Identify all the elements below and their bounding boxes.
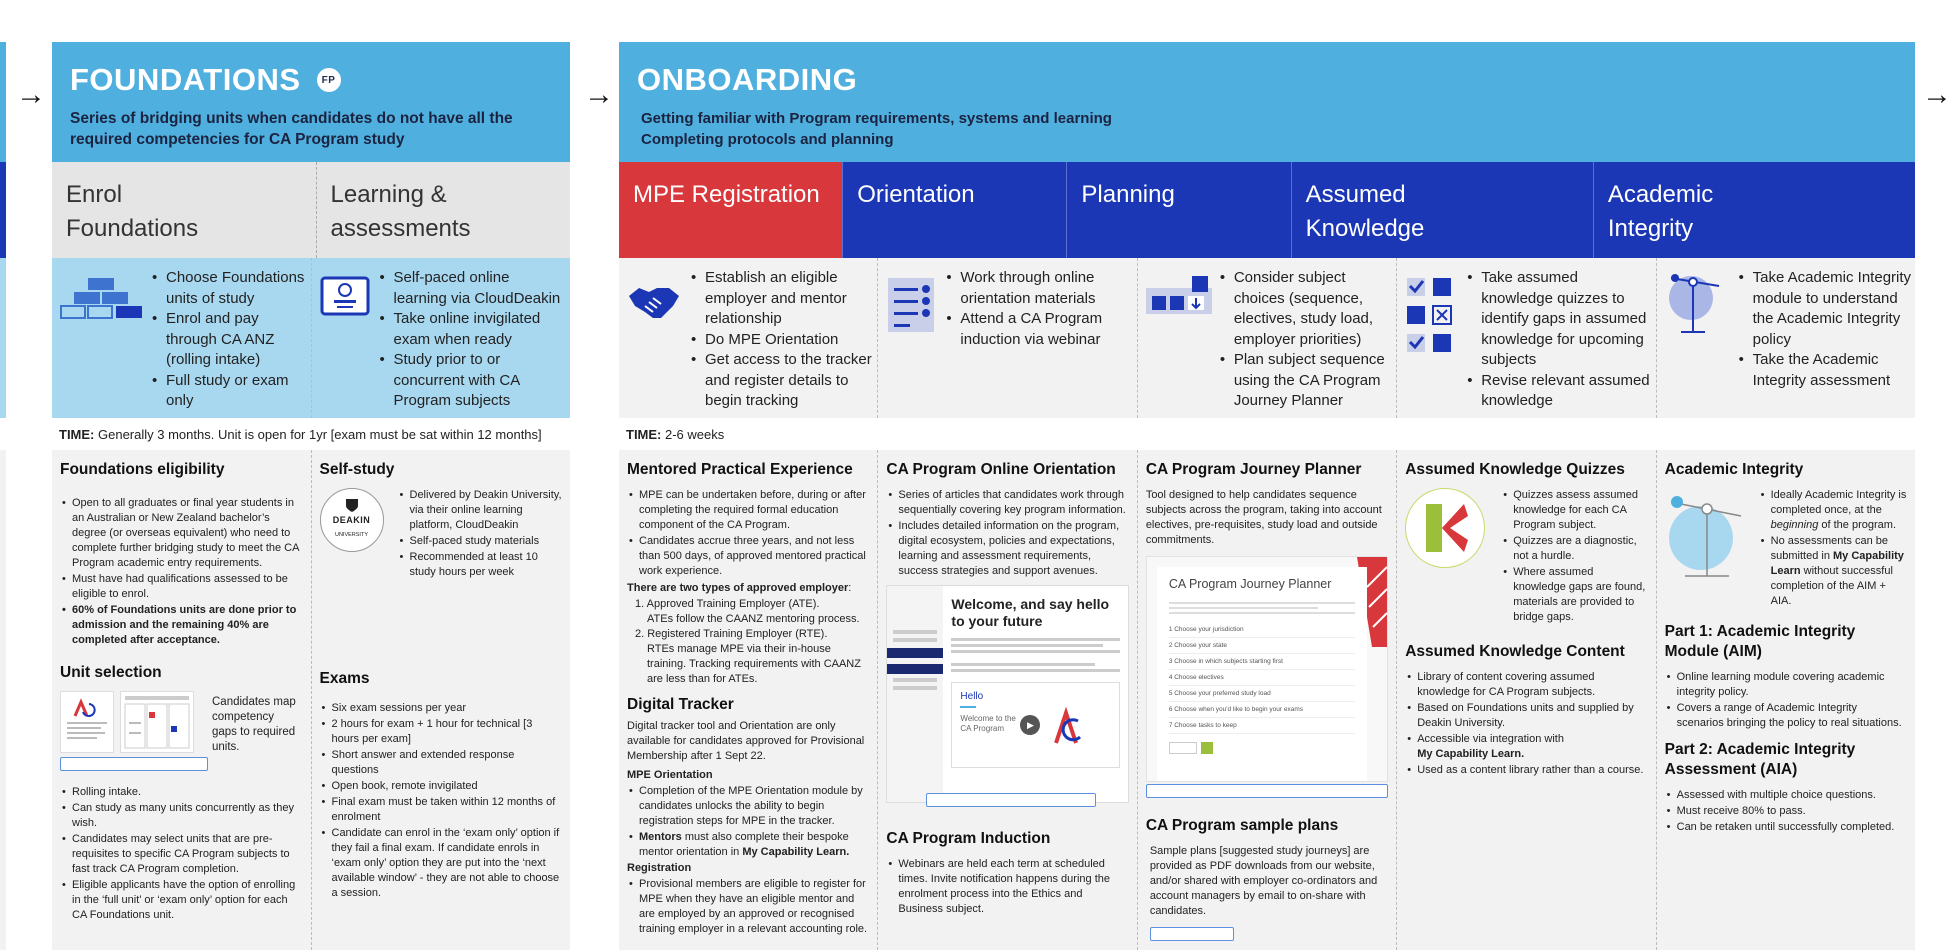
section-heading: Digital Tracker xyxy=(627,696,734,713)
onboarding-header xyxy=(619,42,1915,162)
prev-stage-detail-strip xyxy=(0,450,6,950)
bricks-icon xyxy=(60,268,132,418)
onboarding-section xyxy=(619,42,1915,950)
list-item: • Attend a CA Program induction via webinar xyxy=(944,309,1132,350)
list-item: • Accessible via integration with My Capability Learn. xyxy=(1405,732,1647,762)
section-heading: Self-study xyxy=(319,461,395,478)
section-heading: Academic Integrity xyxy=(1664,461,1804,478)
list-item: • Covers a range of Academic Integrity scenarios bringing the policy to real situations. xyxy=(1665,701,1907,731)
list-item: • Online learning module covering academic integrity policy. xyxy=(1665,670,1907,700)
list-item: • Get access to the tracker and register details to begin tracking xyxy=(689,350,873,412)
list-item: • Rolling intake. xyxy=(60,785,303,800)
list-item: • Self-paced study materials xyxy=(398,534,563,549)
list-item: • Provisional members are eligible to register for MPE when they have an eligible mentor and are employed by an approved or recognised training employer in a relevant accounting role. xyxy=(627,877,869,937)
planner-step[interactable]: 7 Choose tasks to keep xyxy=(1169,718,1355,734)
list-item: • Recommended at least 10 study hours per week xyxy=(398,550,563,580)
assumed-knowledge-desc xyxy=(1397,258,1656,418)
foundations-title: FOUNDATIONS xyxy=(70,62,301,97)
list-item: • Series of articles that candidates work through sequentially covering key program information. xyxy=(886,488,1128,518)
list-item: • Study prior to or concurrent with CA Program subjects xyxy=(378,350,567,412)
list-item: • Take Academic Integrity module to understand the Academic Integrity policy xyxy=(1737,268,1911,350)
planner-step[interactable]: 6 Choose when you'd like to begin your exams xyxy=(1169,702,1355,718)
url-link-box[interactable] xyxy=(1150,927,1234,941)
planning-desc xyxy=(1138,258,1397,418)
onboarding-subtitle: Getting familiar with Program requirements, systems and learning Completing protocols and planning xyxy=(641,110,1112,148)
handshake-icon xyxy=(627,268,689,418)
list-item: • Take online invigilated exam when ready xyxy=(378,309,567,350)
scales-illustration-icon xyxy=(1665,488,1755,610)
planner-card xyxy=(1157,567,1367,781)
list-item: • Revise relevant assumed knowledge xyxy=(1465,371,1651,412)
deakin-logo: DEAKIN UNIVERSITY xyxy=(320,488,384,552)
list-item: ATEs follow the CAANZ mentoring process. xyxy=(647,613,860,625)
section-heading: CA Program Online Orientation xyxy=(886,461,1116,478)
section-heading: CA Program Induction xyxy=(886,830,1051,847)
list-item: • Final exam must be taken within 12 months of enrolment xyxy=(320,795,563,825)
planner-step[interactable]: 1 Choose your jurisdiction xyxy=(1169,622,1355,638)
list-item: RTEs manage MPE via their in-house training. Tracking requirements with CAANZ are less than for ATEs. xyxy=(647,643,861,685)
list-item: • Self-paced online learning via CloudDeakin xyxy=(378,268,567,309)
list-item: • Based on Foundations units and supplied by Deakin University. xyxy=(1405,701,1647,731)
list-item: • Includes detailed information on the program, digital ecosystem, policies and expectations, learning and assessment requirements, success strategies and support avenues. xyxy=(886,519,1128,579)
list-item: • Plan subject sequence using the CA Program Journey Planner xyxy=(1218,350,1392,412)
planner-step[interactable]: 5 Choose your preferred study load xyxy=(1169,686,1355,702)
section-heading: Unit selection xyxy=(60,664,162,681)
list-item: • Assessed with multiple choice questions. xyxy=(1665,788,1907,803)
section-heading: Assumed Knowledge Quizzes xyxy=(1405,461,1625,478)
list-item: • Quizzes assess assumed knowledge for each CA Program subject. xyxy=(1501,488,1647,533)
onboarding-title: ONBOARDING xyxy=(637,62,858,97)
welcome-video-card[interactable]: Hello Welcome to the CA Program ▶ xyxy=(951,682,1119,768)
list-item: • Open book, remote invigilated xyxy=(320,779,563,794)
list-item: • Six exam sessions per year xyxy=(320,701,563,716)
list-item: • Must receive 80% to pass. xyxy=(1665,804,1907,819)
planner-text: Tool designed to help candidates sequence subjects across the program, taking into account electives, pre-requisites, study load and outside commitments. xyxy=(1145,489,1382,546)
list-item: • Library of content covering assumed knowledge for CA Program subjects. xyxy=(1405,670,1647,700)
url-link-box[interactable] xyxy=(1146,784,1388,798)
planner-step[interactable]: 2 Choose your state xyxy=(1169,638,1355,654)
unit-map-text: Candidates map competency gaps to required units. xyxy=(212,696,296,753)
list-item: • Consider subject choices (sequence, electives, study load, employer priorities) xyxy=(1218,268,1392,350)
list-item: • Open to all graduates or final year students in an Australian or New Zealand bachelor’s degree (or overseas equivalent) who need to complete further bridging study to meet the CA Program academic entry requirements. xyxy=(60,496,303,571)
mpe-col xyxy=(619,450,878,950)
list-item: • Where assumed knowledge gaps are found, materials are provided to bridge gaps. xyxy=(1501,565,1647,625)
enrol-foundations-desc xyxy=(52,258,312,418)
list-item: • Short answer and extended response questions xyxy=(320,748,563,778)
journey-planner-screenshot xyxy=(1146,556,1388,782)
section-heading: CA Program sample plans xyxy=(1145,817,1339,834)
play-icon[interactable]: ▶ xyxy=(1020,715,1040,735)
fp-badge: FP xyxy=(317,68,341,92)
flow-arrow-icon: → xyxy=(16,78,46,111)
list-item: • Mentors must also complete their bespoke mentor orientation in My Capability Learn. xyxy=(627,830,869,860)
list-item: • 60% of Foundations units are done prior to admission and the remaining 40% are completed after acceptance. xyxy=(60,603,303,648)
tab-learning-assessments[interactable]: Learning & assessments xyxy=(317,162,571,258)
foundations-time: TIME: Generally 3 months. Unit is open for 1yr [exam must be sat within 12 months] xyxy=(59,427,542,442)
quiz-checkbox-icon xyxy=(1405,268,1465,418)
list-item: • Work through online orientation materials xyxy=(944,268,1132,309)
mpe-registration-desc xyxy=(619,258,878,418)
list-item: • Must have had qualifications assessed to be eligible to enrol. xyxy=(60,572,303,602)
sample-plans-text: Sample plans [suggested study journeys] are provided as PDF downloads from our website, and/or shared with employer co-ordinators and account managers by email to on-share with candidates. xyxy=(1149,845,1378,917)
planner-step[interactable]: 3 Choose in which subjects starting first xyxy=(1169,654,1355,670)
planning-col xyxy=(1138,450,1397,950)
list-item: • Do MPE Orientation xyxy=(689,330,873,351)
list-item: • MPE can be undertaken before, during or after completing the required formal education component of the CA Program. xyxy=(627,488,869,533)
onboarding-time: TIME: 2-6 weeks xyxy=(626,427,725,442)
academic-integrity-desc xyxy=(1657,258,1915,418)
list-item: • Can study as many units concurrently as they wish. xyxy=(60,801,303,831)
employer-types-heading: There are two types of approved employer: xyxy=(627,582,852,594)
list-item: • Quizzes are a diagnostic, not a hurdle. xyxy=(1501,534,1647,564)
list-item: • Webinars are held each term at scheduled times. Invite notification happens during the enrolment process into the Ethics and Business subject. xyxy=(886,857,1128,917)
unit-selection-thumbnail xyxy=(60,691,210,771)
foundations-eligibility-col xyxy=(52,450,312,950)
list-item: • Take assumed knowledge quizzes to identify gaps in assumed knowledge for upcoming subjects xyxy=(1465,268,1651,371)
list-item: • Candidate can enrol in the ‘exam only’ option if they fail a final exam. If candidate enrols in ‘exam only’ option they are put into the ‘next available window’ - they are not able to choose a session. xyxy=(320,826,563,901)
list-item: • 2 hours for exam + 1 hour for technical [3 hours per exam] xyxy=(320,717,563,747)
flow-arrow-icon: → xyxy=(1922,78,1952,111)
screenshot-heading: Welcome, and say hello to your future xyxy=(951,596,1110,629)
scales-icon xyxy=(1665,268,1737,418)
list-item: • Eligible applicants have the option of enrolling in the ‘full unit’ or ‘exam only’ option for each CA Foundations unit. xyxy=(60,878,303,923)
list-item: • Take the Academic Integrity assessment xyxy=(1737,350,1911,391)
prev-stage-desc-strip xyxy=(0,258,6,418)
assumed-knowledge-col xyxy=(1397,450,1656,950)
planner-step[interactable]: 4 Choose electives xyxy=(1169,670,1355,686)
list-item: • Establish an eligible employer and mentor relationship xyxy=(689,268,873,330)
tab-assumed-knowledge[interactable]: Assumed Knowledge xyxy=(1291,162,1593,258)
orientation-col xyxy=(878,450,1137,950)
list-item: • Enrol and pay through CA ANZ (rolling intake) xyxy=(150,309,307,371)
list-item: • Candidates accrue three years, and not less than 500 days, of approved mentored practical work experience. xyxy=(627,534,869,579)
prev-stage-header-strip xyxy=(0,42,6,162)
laptop-exam-icon xyxy=(320,268,378,418)
section-heading: Part 1: Academic Integrity Module (AIM) xyxy=(1664,623,1856,660)
section-heading: Part 2: Academic Integrity Assessment (AIA) xyxy=(1664,741,1856,778)
section-heading: CA Program Journey Planner xyxy=(1145,461,1362,478)
prev-stage-tab-strip xyxy=(0,162,6,258)
self-study-col xyxy=(312,450,571,950)
list-item: • Candidates may select units that are pre-requisites to specific CA Program subjects to fast track CA Program completion. xyxy=(60,832,303,877)
table-thumbnail xyxy=(120,691,194,753)
tab-mpe-registration[interactable]: MPE Registration xyxy=(619,162,842,258)
screenshot-sidebar xyxy=(887,586,943,802)
list-item: • Used as a content library rather than a course. xyxy=(1405,763,1647,778)
section-heading: Assumed Knowledge Content xyxy=(1405,643,1625,660)
tab-orientation[interactable]: Orientation xyxy=(842,162,1066,258)
orientation-screenshot xyxy=(886,585,1128,803)
list-item: 2. Registered Training Employer (RTE). xyxy=(635,628,828,640)
k-logo-icon xyxy=(1420,500,1470,556)
academic-integrity-col xyxy=(1657,450,1915,950)
list-item: • Full study or exam only xyxy=(150,371,307,412)
flow-arrow-icon: → xyxy=(584,78,614,111)
tracker-text: Digital tracker tool and Orientation are only available for candidates approved for Provisional Membership after 1 Sept 22. xyxy=(627,720,865,762)
list-item: • Ideally Academic Integrity is completed once, at the beginning of the program. xyxy=(1759,488,1907,533)
tab-enrol-foundations[interactable]: Enrol Foundations xyxy=(52,162,317,258)
list-item: • Can be retaken until successfully completed. xyxy=(1665,820,1907,835)
foundations-header xyxy=(52,42,570,162)
list-item: 1. Approved Training Employer (ATE). xyxy=(635,598,820,610)
planner-title: CA Program Journey Planner xyxy=(1168,577,1332,591)
document-thumbnail xyxy=(60,691,114,753)
section-heading: Exams xyxy=(319,670,370,687)
checklist-icon xyxy=(886,268,944,418)
url-link-box[interactable] xyxy=(926,793,1096,807)
list-item: • Choose Foundations units of study xyxy=(150,268,307,309)
planner-blocks-icon xyxy=(1146,268,1218,418)
foundations-subtitle: Series of bridging units when candidates do not have all the required competencies for CA Program study xyxy=(70,110,513,148)
learning-assessments-desc xyxy=(312,258,571,418)
ca-logo-icon xyxy=(1050,709,1084,745)
list-item: • Delivered by Deakin University, via their online learning platform, CloudDeakin xyxy=(398,488,563,533)
section-heading: Foundations eligibility xyxy=(60,461,225,478)
deakin-crest-icon xyxy=(344,497,360,513)
list-item: • Completion of the MPE Orientation module by candidates unlocks the ability to begin registration steps for MPE in the tracker. xyxy=(627,784,869,829)
tab-academic-integrity[interactable]: Academic Integrity xyxy=(1593,162,1915,258)
tab-planning[interactable]: Planning xyxy=(1066,162,1290,258)
knowledge-logo xyxy=(1405,488,1485,568)
orientation-desc xyxy=(878,258,1137,418)
url-link-box[interactable] xyxy=(60,757,208,771)
section-heading: Mentored Practical Experience xyxy=(627,461,853,478)
foundations-section xyxy=(52,42,570,950)
sub-heading: Registration xyxy=(627,862,692,874)
sub-heading: MPE Orientation xyxy=(627,769,713,781)
list-item: • No assessments can be submitted in My Capability Learn without successful completion of the AIM + AIA. xyxy=(1759,534,1907,609)
